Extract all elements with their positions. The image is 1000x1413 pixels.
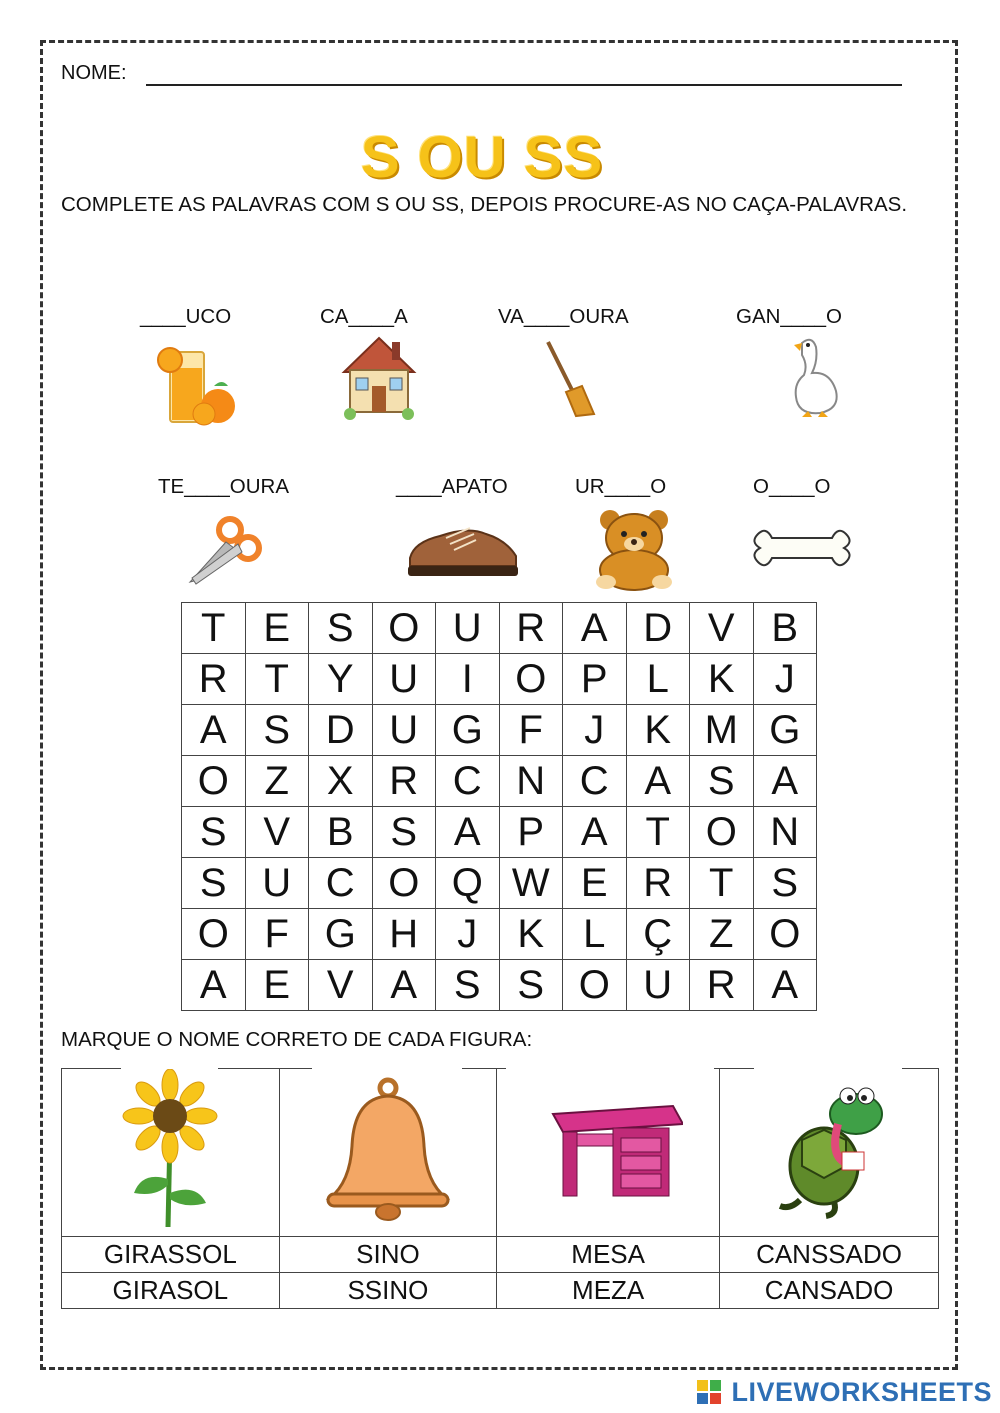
option-cansado[interactable]: CANSADO: [720, 1273, 939, 1309]
word-blank-2[interactable]: [320, 305, 408, 329]
grid-cell[interactable]: O: [372, 603, 436, 654]
word-label: ____UCO: [140, 305, 232, 328]
grid-cell[interactable]: V: [690, 603, 754, 654]
word-label: O____O: [753, 475, 831, 498]
grid-cell[interactable]: T: [690, 858, 754, 909]
grid-cell[interactable]: O: [499, 654, 563, 705]
orange-juice-icon: [152, 340, 242, 430]
grid-cell[interactable]: H: [372, 909, 436, 960]
grid-cell[interactable]: J: [753, 654, 817, 705]
grid-cell[interactable]: D: [309, 705, 373, 756]
bone-icon: [752, 524, 852, 570]
grid-cell[interactable]: S: [182, 807, 246, 858]
word-blank-4[interactable]: [736, 305, 842, 329]
name-label: NOME:: [61, 62, 127, 84]
grid-cell[interactable]: N: [753, 807, 817, 858]
option-meza[interactable]: MEZA: [497, 1273, 720, 1309]
word-label: GAN____O: [736, 305, 842, 328]
grid-cell[interactable]: X: [309, 756, 373, 807]
grid-cell[interactable]: N: [499, 756, 563, 807]
grid-cell[interactable]: C: [309, 858, 373, 909]
grid-cell[interactable]: W: [499, 858, 563, 909]
grid-row: [182, 960, 817, 1011]
option-canssado[interactable]: CANSSADO: [720, 1237, 939, 1273]
figures-table: [61, 1069, 939, 1309]
word-blank-8[interactable]: [753, 475, 831, 499]
grid-row: [182, 807, 817, 858]
footer-brand[interactable]: LIVEWORKSHEETS: [731, 1377, 992, 1407]
grid-cell[interactable]: L: [563, 909, 627, 960]
grid-cell[interactable]: T: [245, 654, 309, 705]
grid-cell[interactable]: G: [753, 705, 817, 756]
scissors-icon: [186, 514, 262, 586]
question-2-label: MARQUE O NOME CORRETO DE CADA FIGURA:: [61, 1028, 533, 1051]
grid-cell[interactable]: A: [753, 960, 817, 1011]
grid-row: [182, 603, 817, 654]
figure-cell: [279, 1069, 497, 1237]
grid-cell[interactable]: R: [499, 603, 563, 654]
grid-cell[interactable]: R: [690, 960, 754, 1011]
grid-row: [182, 705, 817, 756]
grid-cell[interactable]: S: [753, 858, 817, 909]
grid-cell[interactable]: R: [372, 756, 436, 807]
bell-icon: [323, 1074, 453, 1224]
grid-cell[interactable]: S: [436, 960, 500, 1011]
figure-cell: [720, 1069, 939, 1237]
grid-cell[interactable]: S: [499, 960, 563, 1011]
grid-cell[interactable]: P: [499, 807, 563, 858]
grid-cell[interactable]: A: [563, 603, 627, 654]
word-blank-7[interactable]: [575, 475, 666, 499]
grid-cell[interactable]: Q: [436, 858, 500, 909]
grid-cell[interactable]: M: [690, 705, 754, 756]
grid-cell[interactable]: K: [690, 654, 754, 705]
grid-cell[interactable]: B: [753, 603, 817, 654]
grid-cell[interactable]: E: [245, 603, 309, 654]
grid-cell[interactable]: T: [182, 603, 246, 654]
grid-row: [182, 909, 817, 960]
grid-cell[interactable]: T: [626, 807, 690, 858]
grid-cell[interactable]: Z: [245, 756, 309, 807]
grid-cell[interactable]: S: [245, 705, 309, 756]
figure-cell: [497, 1069, 720, 1237]
grid-cell[interactable]: R: [182, 654, 246, 705]
grid-cell[interactable]: A: [182, 705, 246, 756]
grid-cell[interactable]: U: [245, 858, 309, 909]
grid-cell[interactable]: S: [372, 807, 436, 858]
grid-cell[interactable]: E: [245, 960, 309, 1011]
grid-cell[interactable]: R: [626, 858, 690, 909]
grid-cell[interactable]: A: [182, 960, 246, 1011]
instructions: COMPLETE AS PALAVRAS COM S OU SS, DEPOIS PROCURE-AS NO CAÇA-PALAVRAS.: [61, 193, 908, 216]
grid-cell[interactable]: U: [436, 603, 500, 654]
word-blank-6[interactable]: [396, 475, 508, 499]
grid-cell[interactable]: G: [309, 909, 373, 960]
grid-cell[interactable]: A: [563, 807, 627, 858]
grid-cell[interactable]: C: [436, 756, 500, 807]
bear-icon: [588, 506, 680, 592]
word-label: TE____OURA: [158, 475, 290, 498]
word-blank-1[interactable]: [140, 305, 231, 329]
grid-cell[interactable]: A: [372, 960, 436, 1011]
option-ssino[interactable]: SSINO: [279, 1273, 497, 1309]
grid-row: [182, 756, 817, 807]
grid-cell[interactable]: L: [626, 654, 690, 705]
grid-cell[interactable]: G: [436, 705, 500, 756]
grid-cell[interactable]: Y: [309, 654, 373, 705]
grid-cell[interactable]: O: [690, 807, 754, 858]
grid-cell[interactable]: S: [182, 858, 246, 909]
desk-icon: [533, 1094, 683, 1204]
word-search-grid: [181, 602, 817, 1011]
word-blank-5[interactable]: [158, 475, 289, 499]
sunflower-icon: [120, 1069, 220, 1229]
shoe-icon: [406, 518, 520, 582]
worksheet-title: S OU SS: [360, 125, 604, 190]
grid-cell[interactable]: F: [499, 705, 563, 756]
grid-cell[interactable]: K: [499, 909, 563, 960]
option-mesa[interactable]: MESA: [497, 1237, 720, 1273]
grid-cell[interactable]: U: [372, 654, 436, 705]
grid-cell[interactable]: U: [372, 705, 436, 756]
grid-cell[interactable]: E: [563, 858, 627, 909]
grid-cell[interactable]: O: [372, 858, 436, 909]
grid-cell[interactable]: D: [626, 603, 690, 654]
option-sino[interactable]: SINO: [279, 1237, 497, 1273]
grid-cell[interactable]: P: [563, 654, 627, 705]
house-icon: [336, 332, 422, 422]
grid-cell[interactable]: O: [563, 960, 627, 1011]
grid-cell[interactable]: J: [436, 909, 500, 960]
word-blank-3[interactable]: [498, 305, 629, 329]
grid-cell[interactable]: S: [309, 603, 373, 654]
grid-cell[interactable]: J: [563, 705, 627, 756]
grid-cell[interactable]: Ç: [626, 909, 690, 960]
option-girasol[interactable]: GIRASOL: [62, 1273, 280, 1309]
grid-row: [182, 654, 817, 705]
grid-cell[interactable]: K: [626, 705, 690, 756]
grid-cell[interactable]: O: [182, 756, 246, 807]
goose-icon: [788, 333, 848, 419]
grid-cell[interactable]: A: [626, 756, 690, 807]
grid-cell[interactable]: V: [245, 807, 309, 858]
grid-cell[interactable]: V: [309, 960, 373, 1011]
grid-row: [182, 858, 817, 909]
word-label: UR____O: [575, 475, 667, 498]
word-label: CA____A: [320, 305, 408, 328]
grid-cell[interactable]: S: [690, 756, 754, 807]
broom-icon: [540, 338, 600, 418]
grid-cell[interactable]: B: [309, 807, 373, 858]
word-label: ____APATO: [396, 475, 508, 498]
grid-cell[interactable]: A: [753, 756, 817, 807]
grid-cell[interactable]: C: [563, 756, 627, 807]
figure-cell: [62, 1069, 280, 1237]
liveworksheets-logo-icon: [697, 1380, 721, 1404]
grid-cell[interactable]: O: [182, 909, 246, 960]
name-input-line[interactable]: [146, 84, 902, 86]
grid-cell[interactable]: U: [626, 960, 690, 1011]
grid-cell[interactable]: O: [753, 909, 817, 960]
grid-cell[interactable]: I: [436, 654, 500, 705]
tired-turtle-icon: [754, 1074, 904, 1224]
grid-cell[interactable]: F: [245, 909, 309, 960]
grid-cell[interactable]: Z: [690, 909, 754, 960]
word-label: VA____OURA: [498, 305, 629, 328]
option-girassol[interactable]: GIRASSOL: [62, 1237, 280, 1273]
grid-cell[interactable]: A: [436, 807, 500, 858]
